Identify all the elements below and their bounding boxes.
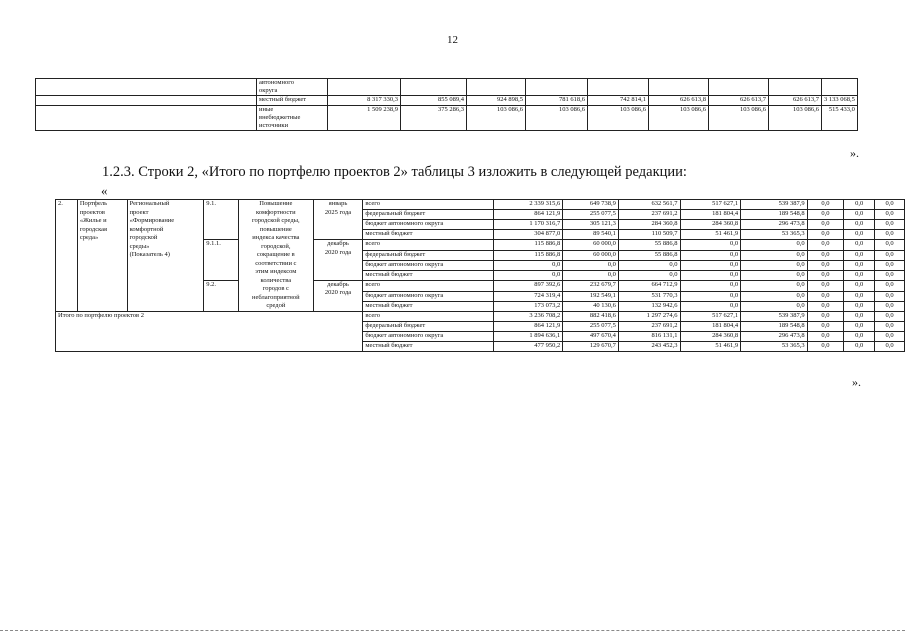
- funding-source: бюджет автономного округа: [363, 291, 493, 301]
- value-cell: 255 077,5: [563, 210, 619, 220]
- value-cell: 0,0: [875, 230, 905, 240]
- funding-source: федеральный бюджет: [363, 250, 493, 260]
- funding-source: всего: [363, 240, 493, 251]
- value-cell: 103 086,6: [709, 106, 769, 131]
- item-number: 9.1.1.: [204, 240, 239, 281]
- value-cell: 0,0: [807, 321, 844, 331]
- deadline-cell: декабрь 2020 года: [313, 240, 363, 281]
- value-cell: 0,0: [844, 210, 875, 220]
- value-cell: 189 548,8: [741, 210, 808, 220]
- value-cell: 0,0: [680, 291, 741, 301]
- value-cell: 1 170 316,7: [493, 220, 563, 230]
- value-cell: 0,0: [680, 240, 741, 251]
- value-cell: 0,0: [807, 291, 844, 301]
- value-cell: 626 613,7: [709, 96, 769, 106]
- value-cell: 40 130,6: [563, 301, 619, 311]
- deadline-cell: декабрь 2020 года: [313, 280, 363, 311]
- empty-cell: [36, 79, 257, 96]
- table-row: [56, 200, 905, 210]
- value-cell: 2 339 315,6: [493, 200, 563, 210]
- value-cell: 55 886,8: [618, 240, 680, 251]
- value-cell: 0,0: [875, 311, 905, 321]
- value-cell: 0,0: [875, 301, 905, 311]
- value-cell: 0,0: [493, 260, 563, 270]
- value-cell: 305 121,3: [563, 220, 619, 230]
- value-cell: 0,0: [618, 270, 680, 280]
- value-cell: 296 473,8: [741, 331, 808, 341]
- total-label: Итого по портфелю проектов 2: [56, 311, 363, 351]
- value-cell: 103 086,6: [588, 106, 649, 131]
- value-cell: 181 804,4: [680, 321, 741, 331]
- value-cell: 0,0: [844, 230, 875, 240]
- value-cell: 924 898,5: [467, 96, 526, 106]
- funding-source: местный бюджет: [363, 230, 493, 240]
- value-cell: 1 894 636,1: [493, 331, 563, 341]
- value-cell: 0,0: [875, 250, 905, 260]
- funding-source: местный бюджет: [363, 301, 493, 311]
- value-cell: 237 691,2: [618, 321, 680, 331]
- value-cell: 497 670,4: [563, 331, 619, 341]
- value-cell: 110 509,7: [618, 230, 680, 240]
- value-cell: 284 360,8: [680, 220, 741, 230]
- row-label: автономного округа: [257, 79, 328, 96]
- project-cell: Региональный проект «Формирование комфортной городской среды» (Показатель 4): [127, 200, 204, 312]
- funding-source: федеральный бюджет: [363, 210, 493, 220]
- value-cell: 539 387,9: [741, 200, 808, 210]
- value-cell: 0,0: [875, 331, 905, 341]
- value-cell: 0,0: [741, 270, 808, 280]
- deadline-cell: январь 2025 года: [313, 200, 363, 240]
- value-cell: 60 000,0: [563, 240, 619, 251]
- value-cell: 724 319,4: [493, 291, 563, 301]
- value-cell: 781 618,6: [526, 96, 588, 106]
- portfolio-cell: Портфель проектов «Жилье и городская среда»: [77, 200, 127, 312]
- value-cell: 0,0: [844, 200, 875, 210]
- value-cell: 477 950,2: [493, 341, 563, 351]
- value-cell: 3 236 708,2: [493, 311, 563, 321]
- value-cell: 60 000,0: [563, 250, 619, 260]
- value-cell: 864 121,9: [493, 321, 563, 331]
- value-cell: 0,0: [875, 220, 905, 230]
- value-cell: 539 387,9: [741, 311, 808, 321]
- value-cell: 55 886,8: [618, 250, 680, 260]
- value-cell: 816 131,1: [618, 331, 680, 341]
- value-cell: 243 452,3: [618, 341, 680, 351]
- value-cell: 0,0: [807, 311, 844, 321]
- value-cell: 664 712,9: [618, 280, 680, 291]
- value-cell: 0,0: [807, 200, 844, 210]
- funding-source: федеральный бюджет: [363, 321, 493, 331]
- funding-source: бюджет автономного округа: [363, 260, 493, 270]
- empty-cell: [36, 96, 257, 106]
- value-cell: 531 770,3: [618, 291, 680, 301]
- value-cell: 0,0: [875, 341, 905, 351]
- value-cell: 626 613,8: [649, 96, 709, 106]
- opening-quote: «: [101, 183, 108, 198]
- value-cell: [401, 79, 467, 96]
- value-cell: [769, 79, 822, 96]
- item-number: 9.2.: [204, 280, 239, 311]
- value-cell: 0,0: [680, 280, 741, 291]
- value-cell: 51 461,9: [680, 341, 741, 351]
- value-cell: 0,0: [844, 341, 875, 351]
- value-cell: 237 691,2: [618, 210, 680, 220]
- value-cell: 0,0: [493, 270, 563, 280]
- value-cell: 304 877,0: [493, 230, 563, 240]
- value-cell: 0,0: [844, 311, 875, 321]
- value-cell: 232 679,7: [563, 280, 619, 291]
- value-cell: 0,0: [741, 260, 808, 270]
- value-cell: 103 086,6: [526, 106, 588, 131]
- value-cell: 0,0: [741, 240, 808, 251]
- value-cell: 192 549,1: [563, 291, 619, 301]
- closing-quote-2: ».: [852, 375, 861, 389]
- value-cell: [822, 79, 858, 96]
- value-cell: 0,0: [680, 270, 741, 280]
- value-cell: 103 086,6: [467, 106, 526, 131]
- value-cell: 882 418,6: [563, 311, 619, 321]
- value-cell: 0,0: [875, 210, 905, 220]
- value-cell: 0,0: [807, 250, 844, 260]
- value-cell: 649 738,9: [563, 200, 619, 210]
- scan-edge-line: [0, 630, 905, 631]
- value-cell: 864 121,9: [493, 210, 563, 220]
- value-cell: 375 286,3: [401, 106, 467, 131]
- value-cell: 284 360,8: [618, 220, 680, 230]
- total-row: [56, 311, 905, 321]
- value-cell: 53 365,3: [741, 230, 808, 240]
- value-cell: 0,0: [844, 250, 875, 260]
- value-cell: 0,0: [563, 270, 619, 280]
- funding-source: местный бюджет: [363, 341, 493, 351]
- value-cell: 0,0: [875, 240, 905, 251]
- value-cell: 0,0: [680, 250, 741, 260]
- page-number: 12: [447, 34, 458, 46]
- value-cell: 0,0: [875, 200, 905, 210]
- value-cell: 3 133 068,5: [822, 96, 858, 106]
- value-cell: 0,0: [807, 331, 844, 341]
- previous-table-fragment: [35, 78, 858, 131]
- value-cell: 115 886,8: [493, 240, 563, 251]
- value-cell: 0,0: [844, 291, 875, 301]
- value-cell: 0,0: [875, 270, 905, 280]
- value-cell: 0,0: [807, 341, 844, 351]
- value-cell: 132 942,6: [618, 301, 680, 311]
- value-cell: 0,0: [844, 321, 875, 331]
- value-cell: 0,0: [618, 260, 680, 270]
- value-cell: 0,0: [875, 291, 905, 301]
- value-cell: 0,0: [875, 280, 905, 291]
- value-cell: 0,0: [680, 301, 741, 311]
- value-cell: 89 540,1: [563, 230, 619, 240]
- value-cell: 517 627,1: [680, 200, 741, 210]
- value-cell: 0,0: [741, 291, 808, 301]
- table-row: [36, 96, 858, 106]
- value-cell: 0,0: [741, 250, 808, 260]
- value-cell: 255 077,5: [563, 321, 619, 331]
- value-cell: 115 886,8: [493, 250, 563, 260]
- value-cell: 517 627,1: [680, 311, 741, 321]
- value-cell: 103 086,6: [649, 106, 709, 131]
- table-row: [36, 79, 858, 96]
- value-cell: 0,0: [844, 220, 875, 230]
- funding-source: всего: [363, 280, 493, 291]
- empty-cell: [36, 106, 257, 131]
- value-cell: 0,0: [844, 270, 875, 280]
- value-cell: 129 670,7: [563, 341, 619, 351]
- row-label: иные внебюджетные источники: [257, 106, 328, 131]
- value-cell: [526, 79, 588, 96]
- funding-source: всего: [363, 200, 493, 210]
- funding-source: бюджет автономного округа: [363, 220, 493, 230]
- value-cell: 515 433,0: [822, 106, 858, 131]
- value-cell: 0,0: [844, 280, 875, 291]
- value-cell: 855 089,4: [401, 96, 467, 106]
- value-cell: 1 509 238,9: [328, 106, 401, 131]
- value-cell: 0,0: [680, 260, 741, 270]
- value-cell: 0,0: [844, 301, 875, 311]
- value-cell: 189 548,8: [741, 321, 808, 331]
- item-number: 9.1.: [204, 200, 239, 240]
- value-cell: 0,0: [807, 220, 844, 230]
- indicator-description: Повышение комфортности городской среды, повышение индекса качества городской, сокращение в соответствии с этим индексом количества городов с неблагоприятной средой: [238, 200, 313, 312]
- amendment-heading: 1.2.3. Строки 2, «Итого по портфелю проектов 2» таблицы 3 изложить в следующей редакции:: [102, 164, 687, 180]
- value-cell: 173 073,2: [493, 301, 563, 311]
- row-label: местный бюджет: [257, 96, 328, 106]
- value-cell: 0,0: [875, 260, 905, 270]
- value-cell: 0,0: [844, 240, 875, 251]
- value-cell: [588, 79, 649, 96]
- value-cell: [649, 79, 709, 96]
- value-cell: 284 360,8: [680, 331, 741, 341]
- value-cell: 51 461,9: [680, 230, 741, 240]
- value-cell: 0,0: [844, 260, 875, 270]
- row-number: 2.: [56, 200, 78, 312]
- value-cell: 8 317 330,3: [328, 96, 401, 106]
- funding-source: местный бюджет: [363, 270, 493, 280]
- value-cell: 181 804,4: [680, 210, 741, 220]
- value-cell: 632 561,7: [618, 200, 680, 210]
- closing-quote-1: ».: [850, 146, 859, 160]
- value-cell: 0,0: [807, 230, 844, 240]
- value-cell: 0,0: [741, 301, 808, 311]
- value-cell: 296 473,8: [741, 220, 808, 230]
- value-cell: 0,0: [807, 301, 844, 311]
- value-cell: 897 392,6: [493, 280, 563, 291]
- value-cell: 0,0: [563, 260, 619, 270]
- value-cell: 742 814,1: [588, 96, 649, 106]
- value-cell: [467, 79, 526, 96]
- value-cell: 0,0: [741, 280, 808, 291]
- value-cell: 0,0: [807, 210, 844, 220]
- value-cell: 0,0: [807, 280, 844, 291]
- value-cell: [328, 79, 401, 96]
- value-cell: 0,0: [807, 240, 844, 251]
- value-cell: 0,0: [875, 321, 905, 331]
- value-cell: [709, 79, 769, 96]
- projects-table: [55, 199, 905, 352]
- value-cell: 0,0: [844, 331, 875, 341]
- value-cell: 0,0: [807, 270, 844, 280]
- value-cell: 626 613,7: [769, 96, 822, 106]
- value-cell: 0,0: [807, 260, 844, 270]
- funding-source: бюджет автономного округа: [363, 331, 493, 341]
- funding-source: всего: [363, 311, 493, 321]
- value-cell: 1 297 274,6: [618, 311, 680, 321]
- table-row: [36, 106, 858, 131]
- value-cell: 53 365,3: [741, 341, 808, 351]
- value-cell: 103 086,6: [769, 106, 822, 131]
